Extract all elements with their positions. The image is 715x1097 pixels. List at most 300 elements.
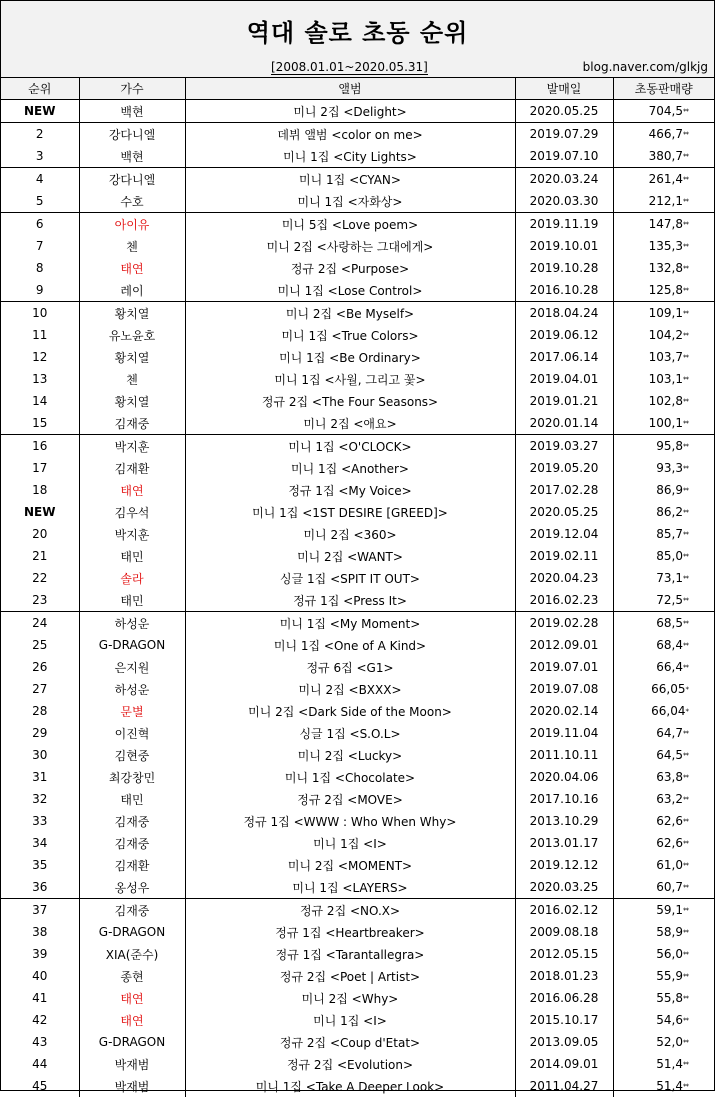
source-label: blog.naver.com/glkjg (583, 60, 708, 74)
release-date-cell: 2014.09.01 (515, 1053, 613, 1075)
artist-cell: 은지원 (79, 656, 185, 678)
release-date-cell: 2015.10.17 (515, 1009, 613, 1031)
masked-digits: ** (683, 1083, 688, 1091)
artist-cell: 레이 (79, 279, 185, 302)
table-row (1, 987, 714, 1009)
masked-digits: ** (683, 995, 688, 1003)
artist-cell: 강다니엘 (79, 168, 185, 191)
table-row (1, 722, 714, 744)
release-date-cell: 2018.01.23 (515, 965, 613, 987)
sales-cell (613, 766, 714, 788)
masked-digits: ** (683, 131, 688, 139)
sales-value: 62,6 (656, 814, 683, 828)
rank-cell: 22 (1, 567, 79, 589)
album-cell: 정규 1집 <Press It> (185, 589, 515, 612)
table-row (1, 302, 714, 325)
rank-cell: 21 (1, 545, 79, 567)
table-row (1, 368, 714, 390)
masked-digits: * (686, 686, 689, 694)
table-row (1, 501, 714, 523)
masked-digits: ** (683, 575, 688, 583)
artist-cell: 김재중 (79, 899, 185, 922)
release-date-cell: 2019.07.29 (515, 123, 613, 146)
artist-cell: 김현중 (79, 744, 185, 766)
release-date-cell: 2009.08.18 (515, 921, 613, 943)
artist-cell: 황치열 (79, 390, 185, 412)
masked-digits: ** (683, 531, 688, 539)
album-cell: 싱글 1집 <S.O.L> (185, 722, 515, 744)
table-row (1, 324, 714, 346)
artist-cell: 아이유 (79, 213, 185, 236)
rank-cell: 5 (1, 190, 79, 213)
masked-digits: ** (683, 973, 688, 981)
album-cell: 미니 1집 <Take A Deeper Look> (185, 1075, 515, 1097)
table-row (1, 656, 714, 678)
table-row (1, 190, 714, 213)
table-row (1, 943, 714, 965)
artist-cell: 이진혁 (79, 722, 185, 744)
masked-digits: ** (683, 929, 688, 937)
sales-value: 66,4 (656, 660, 683, 674)
album-cell: 정규 2집 <MOVE> (185, 788, 515, 810)
sales-value: 61,0 (656, 858, 683, 872)
rank-cell: 10 (1, 302, 79, 325)
sales-value: 59,1 (656, 903, 683, 917)
release-date-cell: 2019.10.01 (515, 235, 613, 257)
sales-value: 68,5 (656, 616, 683, 630)
sales-cell (613, 213, 714, 236)
table-row (1, 213, 714, 236)
rank-cell: 45 (1, 1075, 79, 1097)
release-date-cell: 2019.11.04 (515, 722, 613, 744)
rank-cell: 36 (1, 876, 79, 899)
album-cell: 데뷔 앨범 <color on me> (185, 123, 515, 146)
album-cell: 미니 1집 <LAYERS> (185, 876, 515, 899)
rank-cell: 20 (1, 523, 79, 545)
release-date-cell: 2016.10.28 (515, 279, 613, 302)
sales-cell (613, 501, 714, 523)
table-row (1, 921, 714, 943)
album-cell: 정규 1집 <My Voice> (185, 479, 515, 501)
release-date-cell: 2019.02.11 (515, 545, 613, 567)
release-date-cell: 2019.05.20 (515, 457, 613, 479)
sales-value: 51,4 (656, 1057, 683, 1071)
table-row (1, 257, 714, 279)
table-row (1, 346, 714, 368)
release-date-cell: 2017.06.14 (515, 346, 613, 368)
masked-digits: ** (683, 642, 688, 650)
period-label: [2008.01.01~2020.05.31] (271, 60, 428, 75)
rank-cell: NEW (1, 501, 79, 523)
sales-value: 135,3 (649, 239, 683, 253)
artist-cell: 태연 (79, 479, 185, 501)
sales-value: 55,8 (656, 991, 683, 1005)
artist-cell: XIA(준수) (79, 943, 185, 965)
sales-cell (613, 678, 714, 700)
table-row (1, 412, 714, 435)
rank-cell: 2 (1, 123, 79, 146)
rank-cell: 4 (1, 168, 79, 191)
sales-cell (613, 145, 714, 168)
album-cell: 미니 1집 <자화상> (185, 190, 515, 213)
masked-digits: ** (683, 354, 688, 362)
sales-cell (613, 279, 714, 302)
album-cell: 미니 1집 <사월, 그리고 꽃> (185, 368, 515, 390)
artist-cell: G-DRAGON (79, 1031, 185, 1053)
artist-cell: 첸 (79, 235, 185, 257)
album-cell: 정규 2집 <NO.X> (185, 899, 515, 922)
sales-cell (613, 302, 714, 325)
release-date-cell: 2019.07.08 (515, 678, 613, 700)
sales-cell (613, 943, 714, 965)
sales-value: 704,5 (649, 104, 683, 118)
artist-cell: 태민 (79, 589, 185, 612)
rank-cell: 3 (1, 145, 79, 168)
release-date-cell: 2019.07.10 (515, 145, 613, 168)
sales-value: 104,2 (649, 328, 683, 342)
masked-digits: ** (683, 420, 688, 428)
rank-cell: NEW (1, 100, 79, 123)
artist-cell: G-DRAGON (79, 921, 185, 943)
sales-value: 62,6 (656, 836, 683, 850)
sales-value: 58,9 (656, 925, 683, 939)
sales-cell (613, 1053, 714, 1075)
sales-value: 72,5 (656, 593, 683, 607)
artist-cell: 태민 (79, 788, 185, 810)
album-cell: 정규 2집 <The Four Seasons> (185, 390, 515, 412)
release-date-cell: 2019.12.04 (515, 523, 613, 545)
table-row (1, 700, 714, 722)
sales-value: 86,2 (656, 505, 683, 519)
column-header-album: 앨범 (185, 78, 515, 100)
rank-cell: 14 (1, 390, 79, 412)
table-row (1, 612, 714, 635)
artist-cell: 하성운 (79, 612, 185, 635)
artist-cell: 태연 (79, 987, 185, 1009)
album-cell: 미니 1집 <O'CLOCK> (185, 435, 515, 458)
rank-cell: 12 (1, 346, 79, 368)
masked-digits: ** (683, 796, 688, 804)
sales-cell (613, 788, 714, 810)
rank-cell: 42 (1, 1009, 79, 1031)
sales-value: 63,2 (656, 792, 683, 806)
release-date-cell: 2019.07.01 (515, 656, 613, 678)
table-row (1, 479, 714, 501)
masked-digits: ** (683, 907, 688, 915)
masked-digits: ** (683, 398, 688, 406)
sales-cell (613, 368, 714, 390)
sales-value: 60,7 (656, 880, 683, 894)
masked-digits: ** (683, 509, 688, 517)
artist-cell: 황치열 (79, 346, 185, 368)
sales-cell (613, 435, 714, 458)
column-header-date: 발매일 (515, 78, 613, 100)
table-row (1, 567, 714, 589)
masked-digits: ** (683, 198, 688, 206)
sales-cell (613, 523, 714, 545)
artist-cell: 솔라 (79, 567, 185, 589)
sales-value: 103,7 (649, 350, 683, 364)
table-row (1, 965, 714, 987)
rank-cell: 11 (1, 324, 79, 346)
sales-value: 66,04 (651, 704, 685, 718)
rank-cell: 27 (1, 678, 79, 700)
sales-value: 68,4 (656, 638, 683, 652)
masked-digits: ** (683, 951, 688, 959)
artist-cell: 김재환 (79, 854, 185, 876)
album-cell: 미니 1집 <Lose Control> (185, 279, 515, 302)
album-cell: 미니 2집 <Dark Side of the Moon> (185, 700, 515, 722)
artist-cell: 첸 (79, 368, 185, 390)
masked-digits: ** (683, 265, 688, 273)
table-row (1, 1053, 714, 1075)
artist-cell: 강다니엘 (79, 123, 185, 146)
masked-digits: ** (683, 553, 688, 561)
release-date-cell: 2019.10.28 (515, 257, 613, 279)
sales-value: 73,1 (656, 571, 683, 585)
album-cell: 미니 2집 <360> (185, 523, 515, 545)
masked-digits: ** (683, 332, 688, 340)
album-cell: 정규 2집 <Poet | Artist> (185, 965, 515, 987)
masked-digits: ** (683, 818, 688, 826)
release-date-cell: 2019.06.12 (515, 324, 613, 346)
release-date-cell: 2020.05.25 (515, 100, 613, 123)
album-cell: 미니 1집 <Chocolate> (185, 766, 515, 788)
album-cell: 미니 1집 <Be Ordinary> (185, 346, 515, 368)
artist-cell: 백현 (79, 145, 185, 168)
rank-cell: 35 (1, 854, 79, 876)
release-date-cell: 2020.03.25 (515, 876, 613, 899)
table-header-row (1, 78, 714, 100)
artist-cell: 수호 (79, 190, 185, 213)
sales-cell (613, 589, 714, 612)
masked-digits: ** (683, 884, 688, 892)
album-cell: 미니 2집 <WANT> (185, 545, 515, 567)
table-row (1, 145, 714, 168)
sales-cell (613, 346, 714, 368)
release-date-cell: 2013.10.29 (515, 810, 613, 832)
album-cell: 미니 2집 <Delight> (185, 100, 515, 123)
rank-cell: 28 (1, 700, 79, 722)
album-cell: 미니 2집 <사랑하는 그대에게> (185, 235, 515, 257)
masked-digits: ** (683, 1061, 688, 1069)
album-cell: 미니 2집 <Be Myself> (185, 302, 515, 325)
sales-cell (613, 656, 714, 678)
masked-digits: ** (683, 153, 688, 161)
sales-cell (613, 987, 714, 1009)
album-cell: 정규 1집 <WWW : Who When Why> (185, 810, 515, 832)
sales-value: 102,8 (649, 394, 683, 408)
column-header-rank: 순위 (1, 78, 79, 100)
album-cell: 정규 2집 <Coup d'Etat> (185, 1031, 515, 1053)
sales-cell (613, 854, 714, 876)
sales-cell (613, 899, 714, 922)
sales-value: 55,9 (656, 969, 683, 983)
album-cell: 미니 5집 <Love poem> (185, 213, 515, 236)
sales-cell (613, 457, 714, 479)
table-row (1, 168, 714, 191)
rank-cell: 33 (1, 810, 79, 832)
album-cell: 정규 1집 <Heartbreaker> (185, 921, 515, 943)
album-cell: 미니 1집 <Another> (185, 457, 515, 479)
rank-cell: 39 (1, 943, 79, 965)
artist-cell: 김재환 (79, 457, 185, 479)
album-cell: 정규 6집 <G1> (185, 656, 515, 678)
sales-value: 132,8 (649, 261, 683, 275)
rank-cell: 24 (1, 612, 79, 635)
release-date-cell: 2017.02.28 (515, 479, 613, 501)
ranking-table (1, 78, 714, 1097)
table-row (1, 279, 714, 302)
release-date-cell: 2011.10.11 (515, 744, 613, 766)
sales-value: 52,0 (656, 1035, 683, 1049)
sales-cell (613, 479, 714, 501)
sales-cell (613, 1009, 714, 1031)
sales-value: 261,4 (649, 172, 683, 186)
table-row (1, 899, 714, 922)
release-date-cell: 2012.09.01 (515, 634, 613, 656)
sales-cell (613, 1075, 714, 1097)
album-cell: 정규 1집 <Tarantallegra> (185, 943, 515, 965)
release-date-cell: 2020.01.14 (515, 412, 613, 435)
sales-cell (613, 168, 714, 191)
rank-cell: 32 (1, 788, 79, 810)
sales-cell (613, 412, 714, 435)
release-date-cell: 2016.02.23 (515, 589, 613, 612)
album-cell: 미니 2집 <MOMENT> (185, 854, 515, 876)
release-date-cell: 2019.04.01 (515, 368, 613, 390)
sales-cell (613, 832, 714, 854)
sales-value: 51,4 (656, 1079, 683, 1093)
sales-cell (613, 324, 714, 346)
artist-cell: 옹성우 (79, 876, 185, 899)
sales-value: 54,6 (656, 1013, 683, 1027)
rank-cell: 43 (1, 1031, 79, 1053)
rank-cell: 41 (1, 987, 79, 1009)
page-title: 역대 솔로 초동 순위 (1, 13, 714, 48)
sales-cell (613, 810, 714, 832)
sales-value: 109,1 (649, 306, 683, 320)
sales-cell (613, 612, 714, 635)
sales-cell (613, 123, 714, 146)
album-cell: 미니 2집 <BXXX> (185, 678, 515, 700)
masked-digits: ** (683, 774, 688, 782)
sales-cell (613, 235, 714, 257)
sales-value: 86,9 (656, 483, 683, 497)
artist-cell: 문별 (79, 700, 185, 722)
table-row (1, 1031, 714, 1053)
sales-cell (613, 1031, 714, 1053)
table-row (1, 832, 714, 854)
rank-cell: 37 (1, 899, 79, 922)
masked-digits: ** (683, 176, 688, 184)
release-date-cell: 2012.05.15 (515, 943, 613, 965)
sales-value: 466,7 (649, 127, 683, 141)
artist-cell: 백현 (79, 100, 185, 123)
sales-cell (613, 965, 714, 987)
release-date-cell: 2020.03.24 (515, 168, 613, 191)
artist-cell: 김재중 (79, 832, 185, 854)
artist-cell: 태연 (79, 1009, 185, 1031)
album-cell: 미니 1집 <1ST DESIRE [GREED]> (185, 501, 515, 523)
sales-value: 103,1 (649, 372, 683, 386)
rank-cell: 25 (1, 634, 79, 656)
column-header-artist: 가수 (79, 78, 185, 100)
rank-cell: 30 (1, 744, 79, 766)
table-row (1, 1009, 714, 1031)
masked-digits: ** (683, 287, 688, 295)
sales-value: 64,7 (656, 726, 683, 740)
sales-cell (613, 744, 714, 766)
masked-digits: ** (683, 862, 688, 870)
masked-digits: ** (683, 310, 688, 318)
table-row (1, 435, 714, 458)
rank-cell: 34 (1, 832, 79, 854)
table-row (1, 854, 714, 876)
album-cell: 미니 1집 <True Colors> (185, 324, 515, 346)
album-cell: 미니 2집 <Lucky> (185, 744, 515, 766)
table-row (1, 678, 714, 700)
table-row (1, 1075, 714, 1097)
release-date-cell: 2019.03.27 (515, 435, 613, 458)
sales-value: 93,3 (656, 461, 683, 475)
rank-cell: 40 (1, 965, 79, 987)
rank-cell: 44 (1, 1053, 79, 1075)
rank-cell: 18 (1, 479, 79, 501)
album-cell: 미니 2집 <Why> (185, 987, 515, 1009)
release-date-cell: 2017.10.16 (515, 788, 613, 810)
album-cell: 미니 1집 <My Moment> (185, 612, 515, 635)
release-date-cell: 2020.02.14 (515, 700, 613, 722)
artist-cell: 유노윤호 (79, 324, 185, 346)
sales-cell (613, 390, 714, 412)
release-date-cell: 2011.04.27 (515, 1075, 613, 1097)
release-date-cell: 2020.03.30 (515, 190, 613, 213)
sales-value: 147,8 (649, 217, 683, 231)
sheet-header (1, 1, 714, 78)
masked-digits: * (686, 708, 689, 716)
rank-cell: 13 (1, 368, 79, 390)
sales-value: 56,0 (656, 947, 683, 961)
release-date-cell: 2018.04.24 (515, 302, 613, 325)
release-date-cell: 2020.04.06 (515, 766, 613, 788)
sales-cell (613, 545, 714, 567)
artist-cell: 태민 (79, 545, 185, 567)
rank-cell: 16 (1, 435, 79, 458)
album-cell: 미니 1집 <CYAN> (185, 168, 515, 191)
album-cell: 싱글 1집 <SPIT IT OUT> (185, 567, 515, 589)
table-row (1, 788, 714, 810)
rank-cell: 38 (1, 921, 79, 943)
table-row (1, 123, 714, 146)
table-row (1, 589, 714, 612)
rank-cell: 29 (1, 722, 79, 744)
release-date-cell: 2020.04.23 (515, 567, 613, 589)
sales-cell (613, 876, 714, 899)
rank-cell: 7 (1, 235, 79, 257)
masked-digits: ** (683, 730, 688, 738)
table-row (1, 634, 714, 656)
release-date-cell: 2013.01.17 (515, 832, 613, 854)
sales-cell (613, 257, 714, 279)
rank-cell: 26 (1, 656, 79, 678)
table-row (1, 523, 714, 545)
table-body (1, 100, 714, 1097)
release-date-cell: 2019.01.21 (515, 390, 613, 412)
sales-cell (613, 100, 714, 123)
table-row (1, 235, 714, 257)
table-row (1, 744, 714, 766)
